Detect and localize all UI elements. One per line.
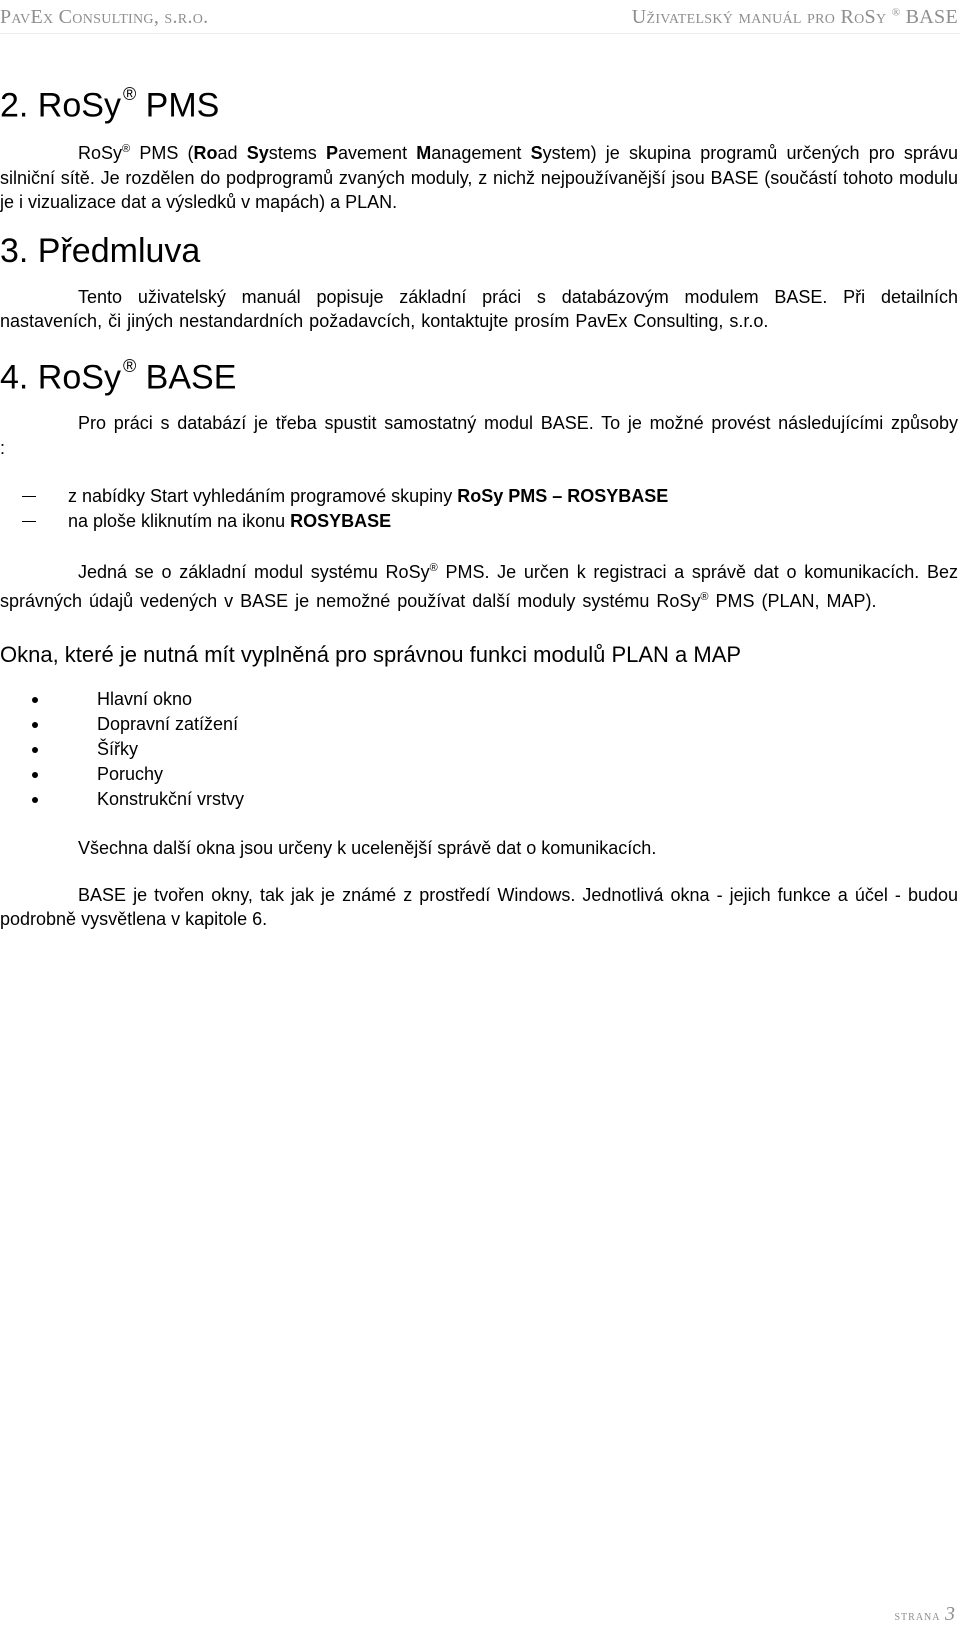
section-2-title-text: 2. RoSy xyxy=(0,86,121,125)
section-4-paragraph-1: Pro práci s databází je třeba spustit samostatný modul BASE. To je možné provést následujícími způsoby : xyxy=(0,413,958,458)
header-manual-product: BASE xyxy=(905,6,958,28)
text-run: avement xyxy=(338,143,417,164)
section-3-title: 3. Předmluva xyxy=(0,231,201,270)
bold-run: S xyxy=(530,143,543,164)
text-run: PMS (PLAN, MAP). xyxy=(715,590,877,611)
registered-mark: ® xyxy=(700,590,709,603)
dash-bullet xyxy=(22,521,36,522)
header-divider xyxy=(0,33,960,34)
bold-run: Sy xyxy=(246,143,269,164)
text-run: PMS. Je určen k registraci a správě dat o komunikacích. Bez správných údajů vedených v BASE je nemožné používat další moduly systému RoSy xyxy=(0,562,958,611)
launch-methods-list xyxy=(0,484,958,534)
page-label: strana xyxy=(894,1609,941,1624)
section-4-title-suffix: BASE xyxy=(145,358,237,397)
bullet-dot xyxy=(32,722,38,728)
list-item xyxy=(0,687,958,712)
bold-run: P xyxy=(326,143,339,164)
windows-paragraph-2: BASE je tvořen okny, tak jak je známé z prostředí Windows. Jednotlivá okna - jejich funkce a účel - budou podrobně vysvětlena v kapitole 6. xyxy=(0,884,958,930)
list-item-label: Šířky xyxy=(97,739,139,760)
header-company: PavEx Consulting, s.r.o. xyxy=(0,6,209,28)
section-4-paragraph-2 xyxy=(0,556,958,613)
page-header xyxy=(0,6,960,30)
bold-run: M xyxy=(416,143,432,164)
bold-run: ROSYBASE xyxy=(290,511,392,532)
list-item-label: Hlavní okno xyxy=(97,689,193,710)
windows-heading: Okna, které je nutná mít vyplněná pro správnou funkci modulů PLAN a MAP xyxy=(0,642,742,668)
list-item-label: Dopravní zatížení xyxy=(97,714,239,735)
bullet-dot xyxy=(32,697,38,703)
windows-paragraph-1: Všechna další okna jsou určeny k ucelenější správě dat o komunikacích. xyxy=(78,838,657,859)
list-item xyxy=(0,509,958,534)
bullet-dot xyxy=(32,772,38,778)
text-run: PMS ( xyxy=(139,143,194,164)
page-number: 3 xyxy=(945,1603,956,1625)
dash-bullet xyxy=(22,496,36,497)
section-2-paragraph xyxy=(0,137,958,215)
text-run: z nabídky Start vyhledáním programové skupiny xyxy=(68,486,458,507)
section-2-title-suffix: PMS xyxy=(145,86,220,125)
list-item-label: Konstrukční vrstvy xyxy=(97,789,245,810)
bullet-dot xyxy=(32,747,38,753)
section-2-title xyxy=(0,78,958,125)
list-item-label: Poruchy xyxy=(97,764,164,785)
document-body xyxy=(0,72,958,932)
bold-run: Ro xyxy=(193,143,218,164)
registered-mark: ® xyxy=(429,562,438,575)
bullet-dot xyxy=(32,797,38,803)
required-windows-list xyxy=(0,687,958,812)
section-3-paragraph: Tento uživatelský manuál popisuje základní práci s databázovým modulem BASE. Při detailních nastaveních, či jiných nestandardních požadavcích, kontaktujte prosím PavEx Consulting, s.r.o. xyxy=(0,286,958,332)
section-4-title xyxy=(0,350,958,397)
text-run: Jedná se o základní modul systému RoSy xyxy=(78,562,430,583)
text-run: RoSy xyxy=(78,143,123,164)
bold-run: RoSy PMS – ROSYBASE xyxy=(457,486,669,507)
registered-mark: ® xyxy=(122,355,137,376)
list-item xyxy=(0,484,958,509)
list-item xyxy=(0,737,958,762)
registered-mark: ® xyxy=(122,143,131,156)
list-item xyxy=(0,787,958,812)
section-4-title-text: 4. RoSy xyxy=(0,358,121,397)
list-item xyxy=(0,712,958,737)
list-item xyxy=(0,762,958,787)
header-manual-title xyxy=(632,6,958,29)
registered-mark: ® xyxy=(122,84,137,104)
text-run: stems xyxy=(268,143,327,164)
page-footer xyxy=(894,1603,956,1626)
text-run: anagement xyxy=(431,143,531,164)
text-run: na ploše kliknutím na ikonu xyxy=(68,511,291,532)
header-manual-name: Uživatelský manuál pro RoSy xyxy=(631,6,887,28)
text-run: ad xyxy=(217,143,247,164)
text-run: ystem) je skupina programů určených pro správu silniční sítě. Je rozdělen do podprogramů zvaných moduly, z nichž nejpoužívanější jsou BASE (součástí tohoto modulu je i vizualizace dat a výsledků v mapách) a PLAN. xyxy=(0,143,958,213)
registered-mark: ® xyxy=(891,6,901,19)
